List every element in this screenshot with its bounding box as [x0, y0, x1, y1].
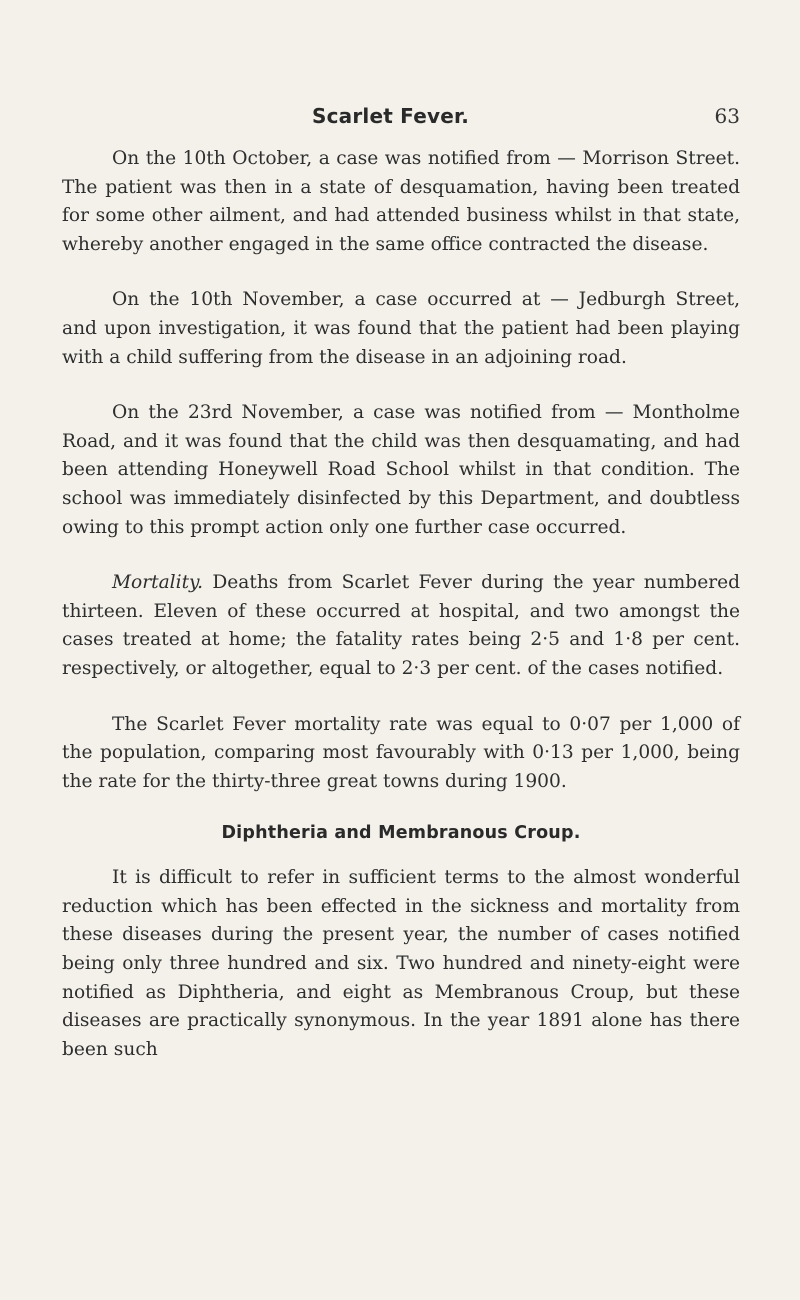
mortality-label: Mortality.: [112, 572, 203, 594]
mortality-text: Deaths from Scarlet Fever during the year numbered thirteen. Eleven of these occurred at hospital, and two amongst the cases treated at home; the fatality rates being 2·5 and 1·8 per cent. respectively, or altogether, equal to 2·3 per cent. of the cases notified.: [62, 572, 740, 679]
paragraph-mortality: [62, 569, 740, 683]
running-title: Scarlet Fever.: [312, 104, 469, 128]
document-page: [62, 0, 740, 1300]
body-text: [62, 145, 740, 1091]
paragraph-montholme-road: On the 23rd November, a case was notified from — Montholme Road, and it was found that the child was then desquamating, and had been attending Honeywell Road School whilst in that condition. The school was immediately disinfected by this Department, and doubtless owing to this prompt action only one further case occurred.: [62, 402, 740, 538]
paragraph-morrison-street: On the 10th October, a case was notified from — Morrison Street. The patient was then in a state of desquamation, having been treated for some other ailment, and had attended business whilst in that state, whereby another engaged in the same office contracted the disease.: [62, 148, 740, 255]
paragraph-diphtheria: It is difficult to refer in sufficient terms to the almost wonderful reduction which has been effected in the sickness and mortality from these diseases during the present year, the number of cases notified being only three hundred and six. Two hundred and ninety-eight were notified as Diphtheria, and eight as Membranous Croup, but these diseases are practically synonymous. In the year 1891 alone has there been such: [62, 867, 740, 1060]
running-header: [62, 104, 740, 132]
paragraph-jedburgh-street: On the 10th November, a case occurred at — Jedburgh Street, and upon investigation, it was found that the patient had been playing with a child suffering from the disease in an adjoining road.: [62, 289, 740, 368]
page-number: 63: [714, 104, 740, 128]
paragraph-mortality-rate: The Scarlet Fever mortality rate was equal to 0·07 per 1,000 of the population, comparing most favourably with 0·13 per 1,000, being the rate for the thirty-three great towns during 1900.: [62, 713, 740, 792]
section-heading-diphtheria: Diphtheria and Membranous Croup.: [221, 823, 581, 844]
